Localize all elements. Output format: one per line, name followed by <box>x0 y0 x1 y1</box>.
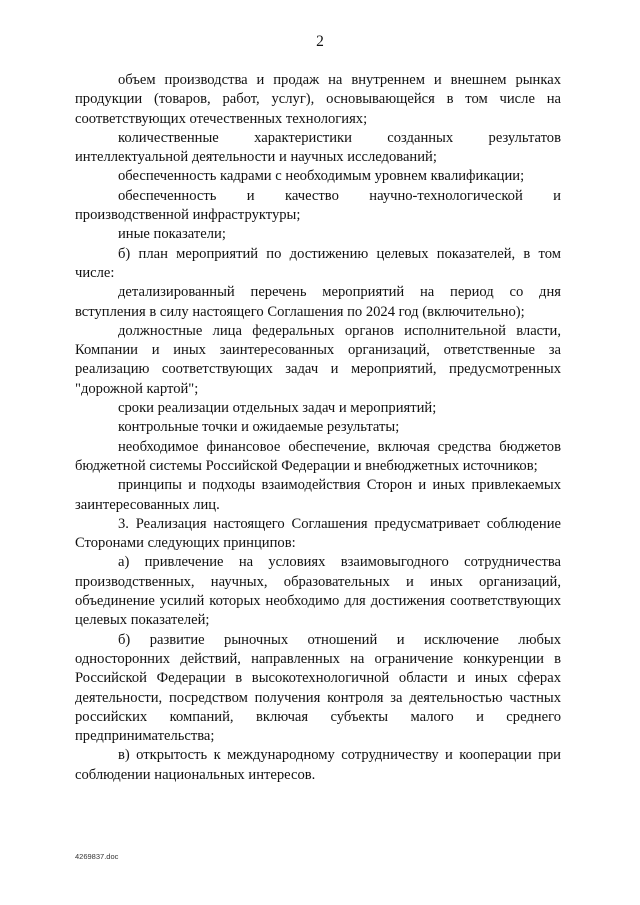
paragraph: б) план мероприятий по достижению целевых показателей, в том числе: <box>75 245 561 281</box>
paragraph: 3. Реализация настоящего Соглашения предусматривает соблюдение Сторонами следующих принципов: <box>75 515 561 552</box>
paragraph: принципы и подходы взаимодействия Сторон и иных привлекаемых заинтересованных лиц. <box>75 477 561 513</box>
paragraph: необходимое финансовое обеспечение, включая средства бюджетов бюджетной системы Российской Федерации и внебюджетных источников; <box>75 438 561 474</box>
paragraph: контрольные точки и ожидаемые результаты; <box>118 419 400 436</box>
paragraph: объем производства и продаж на внутреннем и внешнем рынках продукции (товаров, работ, услуг), основывающейся в том числе на соответствующих отечественных технологиях; <box>75 72 561 127</box>
paragraph: обеспеченность кадрами с необходимым уровнем квалификации; <box>118 168 525 185</box>
document-body <box>75 71 561 785</box>
document-file-code: 4269837.doc <box>75 852 119 861</box>
paragraph: обеспеченность и качество научно-технологической и производственной инфраструктуры; <box>75 187 561 224</box>
paragraph: сроки реализации отдельных задач и мероприятий; <box>118 400 437 417</box>
paragraph: должностные лица федеральных органов исполнительной власти, Компании и иных заинтересованных организаций, ответственные за реализацию соответствующих задач и мероприятий, предусмотренных "дорожной картой"; <box>75 322 561 397</box>
paragraph: детализированный перечень мероприятий на период со дня вступления в силу настоящего Соглашения по 2024 год (включительно); <box>75 284 561 320</box>
paragraph: иные показатели; <box>118 226 226 243</box>
paragraph: количественные характеристики созданных результатов интеллектуальной деятельности и научных исследований; <box>75 129 561 166</box>
paragraph: а) привлечение на условиях взаимовыгодного сотрудничества производственных, научных, образовательных и иных организаций, объединение усилий которых необходимо для достижения соответствующих целевых показателей; <box>75 554 561 629</box>
paragraph: в) открытость к международному сотрудничеству и кооперации при соблюдении национальных интересов. <box>75 747 561 783</box>
paragraph: б) развитие рыночных отношений и исключение любых односторонних действий, направленных на ограничение конкуренции в Российской Федерации в высокотехнологичной области и иных сферах деятельности, посредством получения контроля за деятельностью частных российских компаний, включая субъекты малого и среднего предпринимательства; <box>75 631 561 745</box>
page-number: 2 <box>316 33 324 50</box>
